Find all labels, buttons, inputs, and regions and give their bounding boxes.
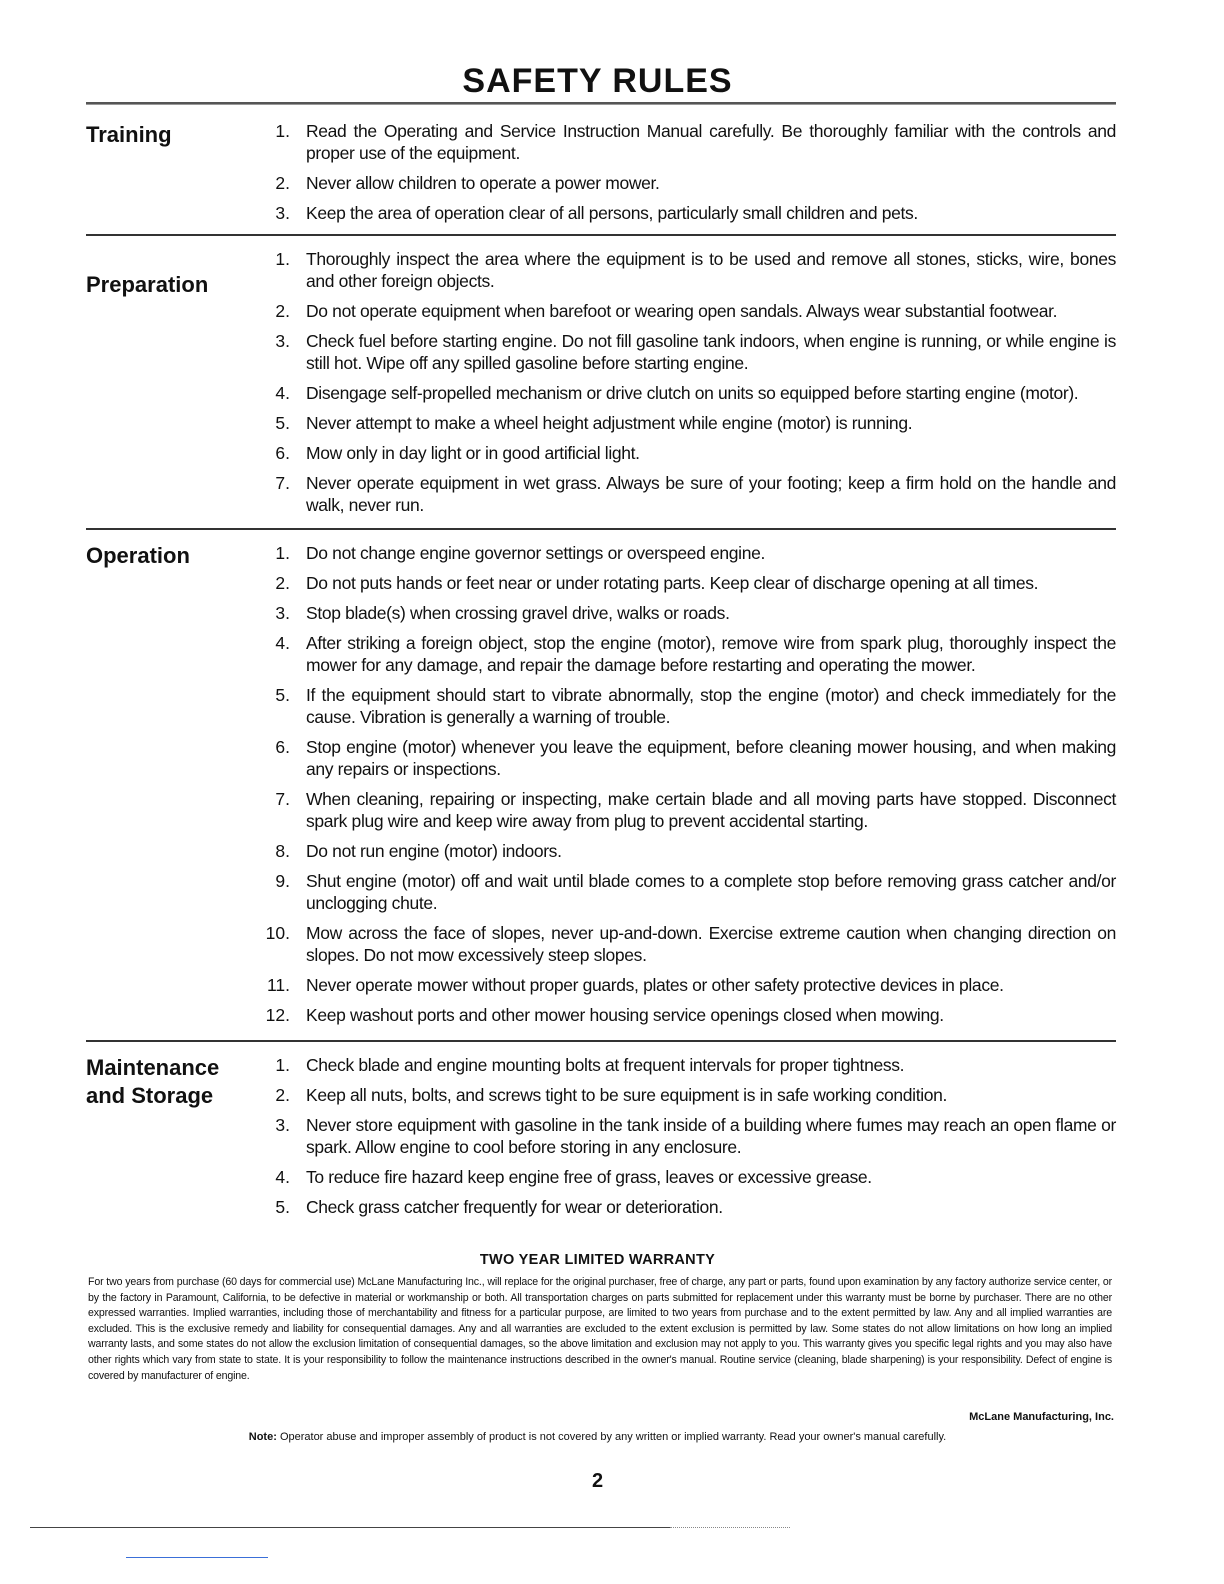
- list-item: [258, 684, 1116, 728]
- bottom-divider: [30, 1527, 670, 1528]
- item-number: 8.: [275, 841, 290, 861]
- title-divider: [86, 102, 1116, 105]
- list-item: [258, 442, 1116, 464]
- item-number: 3.: [275, 1115, 290, 1135]
- item-number: 10.: [265, 923, 290, 943]
- item-number: 3.: [275, 203, 290, 223]
- item-number: 4.: [275, 1167, 290, 1187]
- list-item: [258, 382, 1116, 404]
- list-item: [258, 542, 1116, 564]
- item-number: 1.: [275, 121, 290, 141]
- operation-list: [258, 542, 1116, 1034]
- item-number: 3.: [275, 603, 290, 623]
- list-item: [258, 1004, 1116, 1026]
- list-item: [258, 974, 1116, 996]
- section-label-training: Training: [86, 122, 172, 147]
- item-text: Do not operate equipment when barefoot or wearing open sandals. Always wear substantial footwear.: [306, 301, 1058, 321]
- section-label-maintenance: [86, 1054, 219, 1110]
- item-number: 11.: [266, 975, 290, 995]
- list-item: [258, 572, 1116, 594]
- item-number: 1.: [275, 543, 290, 563]
- item-number: 6.: [275, 737, 290, 757]
- page-number: 2: [591, 1470, 604, 1492]
- warranty-body: For two years from purchase (60 days for commercial use) McLane Manufacturing Inc., will replace for the original purchaser, free of charge, any part or parts, found upon examination by any factory authorize service center, or by the factory in Paramount, California, to be defective in material or workmanship or both. All transportation charges on parts submitted for replacement under this warranty must be borne by purchaser. There are no other expressed warranties. Implied warranties, including those of merchantability and fitness for a particular purpose, are limited to two years from purchase and to the extent permitted by law. Any and all implied warranties are excluded. This is the exclusive remedy and liability for consequential damages. Any and all warranties are excluded to the extent exclusion is permitted by law. Some states do not allow limitations on how long an implied warranty lasts, and some states do not allow the exclusion limitation of consequential damages, so the above limitation and exclusion may not apply to you. This warranty gives you specific legal rights and you may also have other rights which vary from state to state. It is your responsibility to follow the maintenance instructions described in the owner's manual. Routine service (cleaning, blade sharpening) is your responsibility. Defect of engine is covered by manufacturer of engine.: [88, 1276, 1112, 1382]
- list-item: [258, 788, 1116, 832]
- item-number: 5.: [275, 1197, 290, 1217]
- item-number: 7.: [275, 789, 290, 809]
- section-divider: [86, 528, 1116, 530]
- bottom-divider-dotted: [670, 1527, 790, 1528]
- item-text: Mow across the face of slopes, never up-and-down. Exercise extreme caution when changing direction on slopes. Do not mow excessively steep slopes.: [306, 923, 1116, 965]
- item-number: 7.: [275, 473, 290, 493]
- item-text: Thoroughly inspect the area where the equipment is to be used and remove all stones, sticks, wire, bones and other foreign objects.: [306, 249, 1116, 291]
- note-label: Note:: [248, 1431, 277, 1443]
- item-text: Stop engine (motor) whenever you leave the equipment, before cleaning mower housing, and when making any repairs or inspections.: [306, 737, 1116, 779]
- list-item: [258, 172, 1116, 194]
- item-text: If the equipment should start to vibrate abnormally, stop the engine (motor) and check immediately for the cause. Vibration is generally a warning of trouble.: [306, 685, 1116, 727]
- item-number: 1.: [275, 1055, 290, 1075]
- list-item: [258, 840, 1116, 862]
- section-label-preparation: Preparation: [86, 272, 209, 297]
- item-number: 9.: [275, 871, 290, 891]
- list-item: [258, 248, 1116, 292]
- item-text: Do not run engine (motor) indoors.: [306, 841, 562, 861]
- item-text: Mow only in day light or in good artificial light.: [306, 443, 640, 463]
- warranty-title: TWO YEAR LIMITED WARRANTY: [479, 1252, 716, 1268]
- item-text: Shut engine (motor) off and wait until blade comes to a complete stop before removing grass catcher and/or unclogging chute.: [306, 871, 1116, 913]
- section-label-maintenance-line1: Maintenance: [86, 1055, 220, 1080]
- item-number: 6.: [275, 443, 290, 463]
- training-list: [258, 120, 1116, 232]
- list-item: [258, 412, 1116, 434]
- item-text: Keep the area of operation clear of all persons, particularly small children and pets.: [306, 203, 918, 223]
- item-text: Never allow children to operate a power mower.: [306, 173, 660, 193]
- item-text: After striking a foreign object, stop the engine (motor), remove wire from spark plug, thoroughly inspect the mower for any damage, and repair the damage before restarting and operating the mower.: [306, 633, 1116, 675]
- list-item: [258, 330, 1116, 374]
- warranty-note: [0, 1431, 1195, 1443]
- item-number: 4.: [275, 383, 290, 403]
- item-text: Disengage self-propelled mechanism or drive clutch on units so equipped before starting engine (motor).: [306, 383, 1079, 403]
- list-item: [258, 602, 1116, 624]
- section-divider: [86, 234, 1116, 236]
- note-text: Operator abuse and improper assembly of product is not covered by any written or implied warranty. Read your owner's manual carefully.: [279, 1431, 947, 1443]
- item-text: To reduce fire hazard keep engine free of grass, leaves or excessive grease.: [306, 1167, 872, 1187]
- link-underline: [126, 1557, 268, 1558]
- item-text: Check blade and engine mounting bolts at frequent intervals for proper tightness.: [306, 1055, 905, 1075]
- list-item: [258, 1196, 1116, 1218]
- item-text: Check grass catcher frequently for wear or deterioration.: [306, 1197, 723, 1217]
- warranty-signature: McLane Manufacturing, Inc.: [969, 1411, 1114, 1423]
- item-number: 1.: [275, 249, 290, 269]
- section-label-operation: Operation: [86, 543, 190, 568]
- item-number: 5.: [275, 413, 290, 433]
- item-text: Keep all nuts, bolts, and screws tight to be sure equipment is in safe working condition.: [306, 1085, 948, 1105]
- item-text: Never operate mower without proper guards, plates or other safety protective devices in place.: [306, 975, 1004, 995]
- item-text: Keep washout ports and other mower housing service openings closed when mowing.: [306, 1005, 944, 1025]
- item-text: Never operate equipment in wet grass. Always be sure of your footing; keep a firm hold on the handle and walk, never run.: [306, 473, 1116, 515]
- list-item: [258, 120, 1116, 164]
- item-number: 12.: [265, 1005, 290, 1025]
- list-item: [258, 736, 1116, 780]
- item-text: Never attempt to make a wheel height adjustment while engine (motor) is running.: [306, 413, 913, 433]
- item-text: Never store equipment with gasoline in the tank inside of a building where fumes may reach an open flame or spark. Allow engine to cool before storing in any enclosure.: [306, 1115, 1116, 1157]
- item-number: 4.: [275, 633, 290, 653]
- item-number: 5.: [275, 685, 290, 705]
- list-item: [258, 300, 1116, 322]
- list-item: [258, 870, 1116, 914]
- maintenance-list: [258, 1054, 1116, 1226]
- preparation-list: [258, 248, 1116, 524]
- item-number: 2.: [275, 1085, 290, 1105]
- item-text: Stop blade(s) when crossing gravel drive, walks or roads.: [306, 603, 730, 623]
- item-number: 2.: [275, 173, 290, 193]
- section-label-maintenance-line2: and Storage: [86, 1083, 214, 1108]
- item-text: Read the Operating and Service Instruction Manual carefully. Be thoroughly familiar with the controls and proper use of the equipment.: [306, 121, 1116, 163]
- item-text: Do not change engine governor settings or overspeed engine.: [306, 543, 765, 563]
- page-title: SAFETY RULES: [462, 62, 733, 100]
- item-number: 2.: [275, 573, 290, 593]
- item-text: Do not puts hands or feet near or under rotating parts. Keep clear of discharge opening at all times.: [306, 573, 1039, 593]
- list-item: [258, 472, 1116, 516]
- item-number: 3.: [275, 331, 290, 351]
- list-item: [258, 1166, 1116, 1188]
- list-item: [258, 1084, 1116, 1106]
- list-item: [258, 202, 1116, 224]
- list-item: [258, 1114, 1116, 1158]
- item-number: 2.: [275, 301, 290, 321]
- list-item: [258, 922, 1116, 966]
- list-item: [258, 632, 1116, 676]
- item-text: Check fuel before starting engine. Do not fill gasoline tank indoors, when engine is running, or while engine is still hot. Wipe off any spilled gasoline before starting engine.: [306, 331, 1116, 373]
- section-divider: [86, 1040, 1116, 1042]
- list-item: [258, 1054, 1116, 1076]
- item-text: When cleaning, repairing or inspecting, make certain blade and all moving parts have stopped. Disconnect spark plug wire and keep wire away from plug to prevent accidental starting.: [306, 789, 1116, 831]
